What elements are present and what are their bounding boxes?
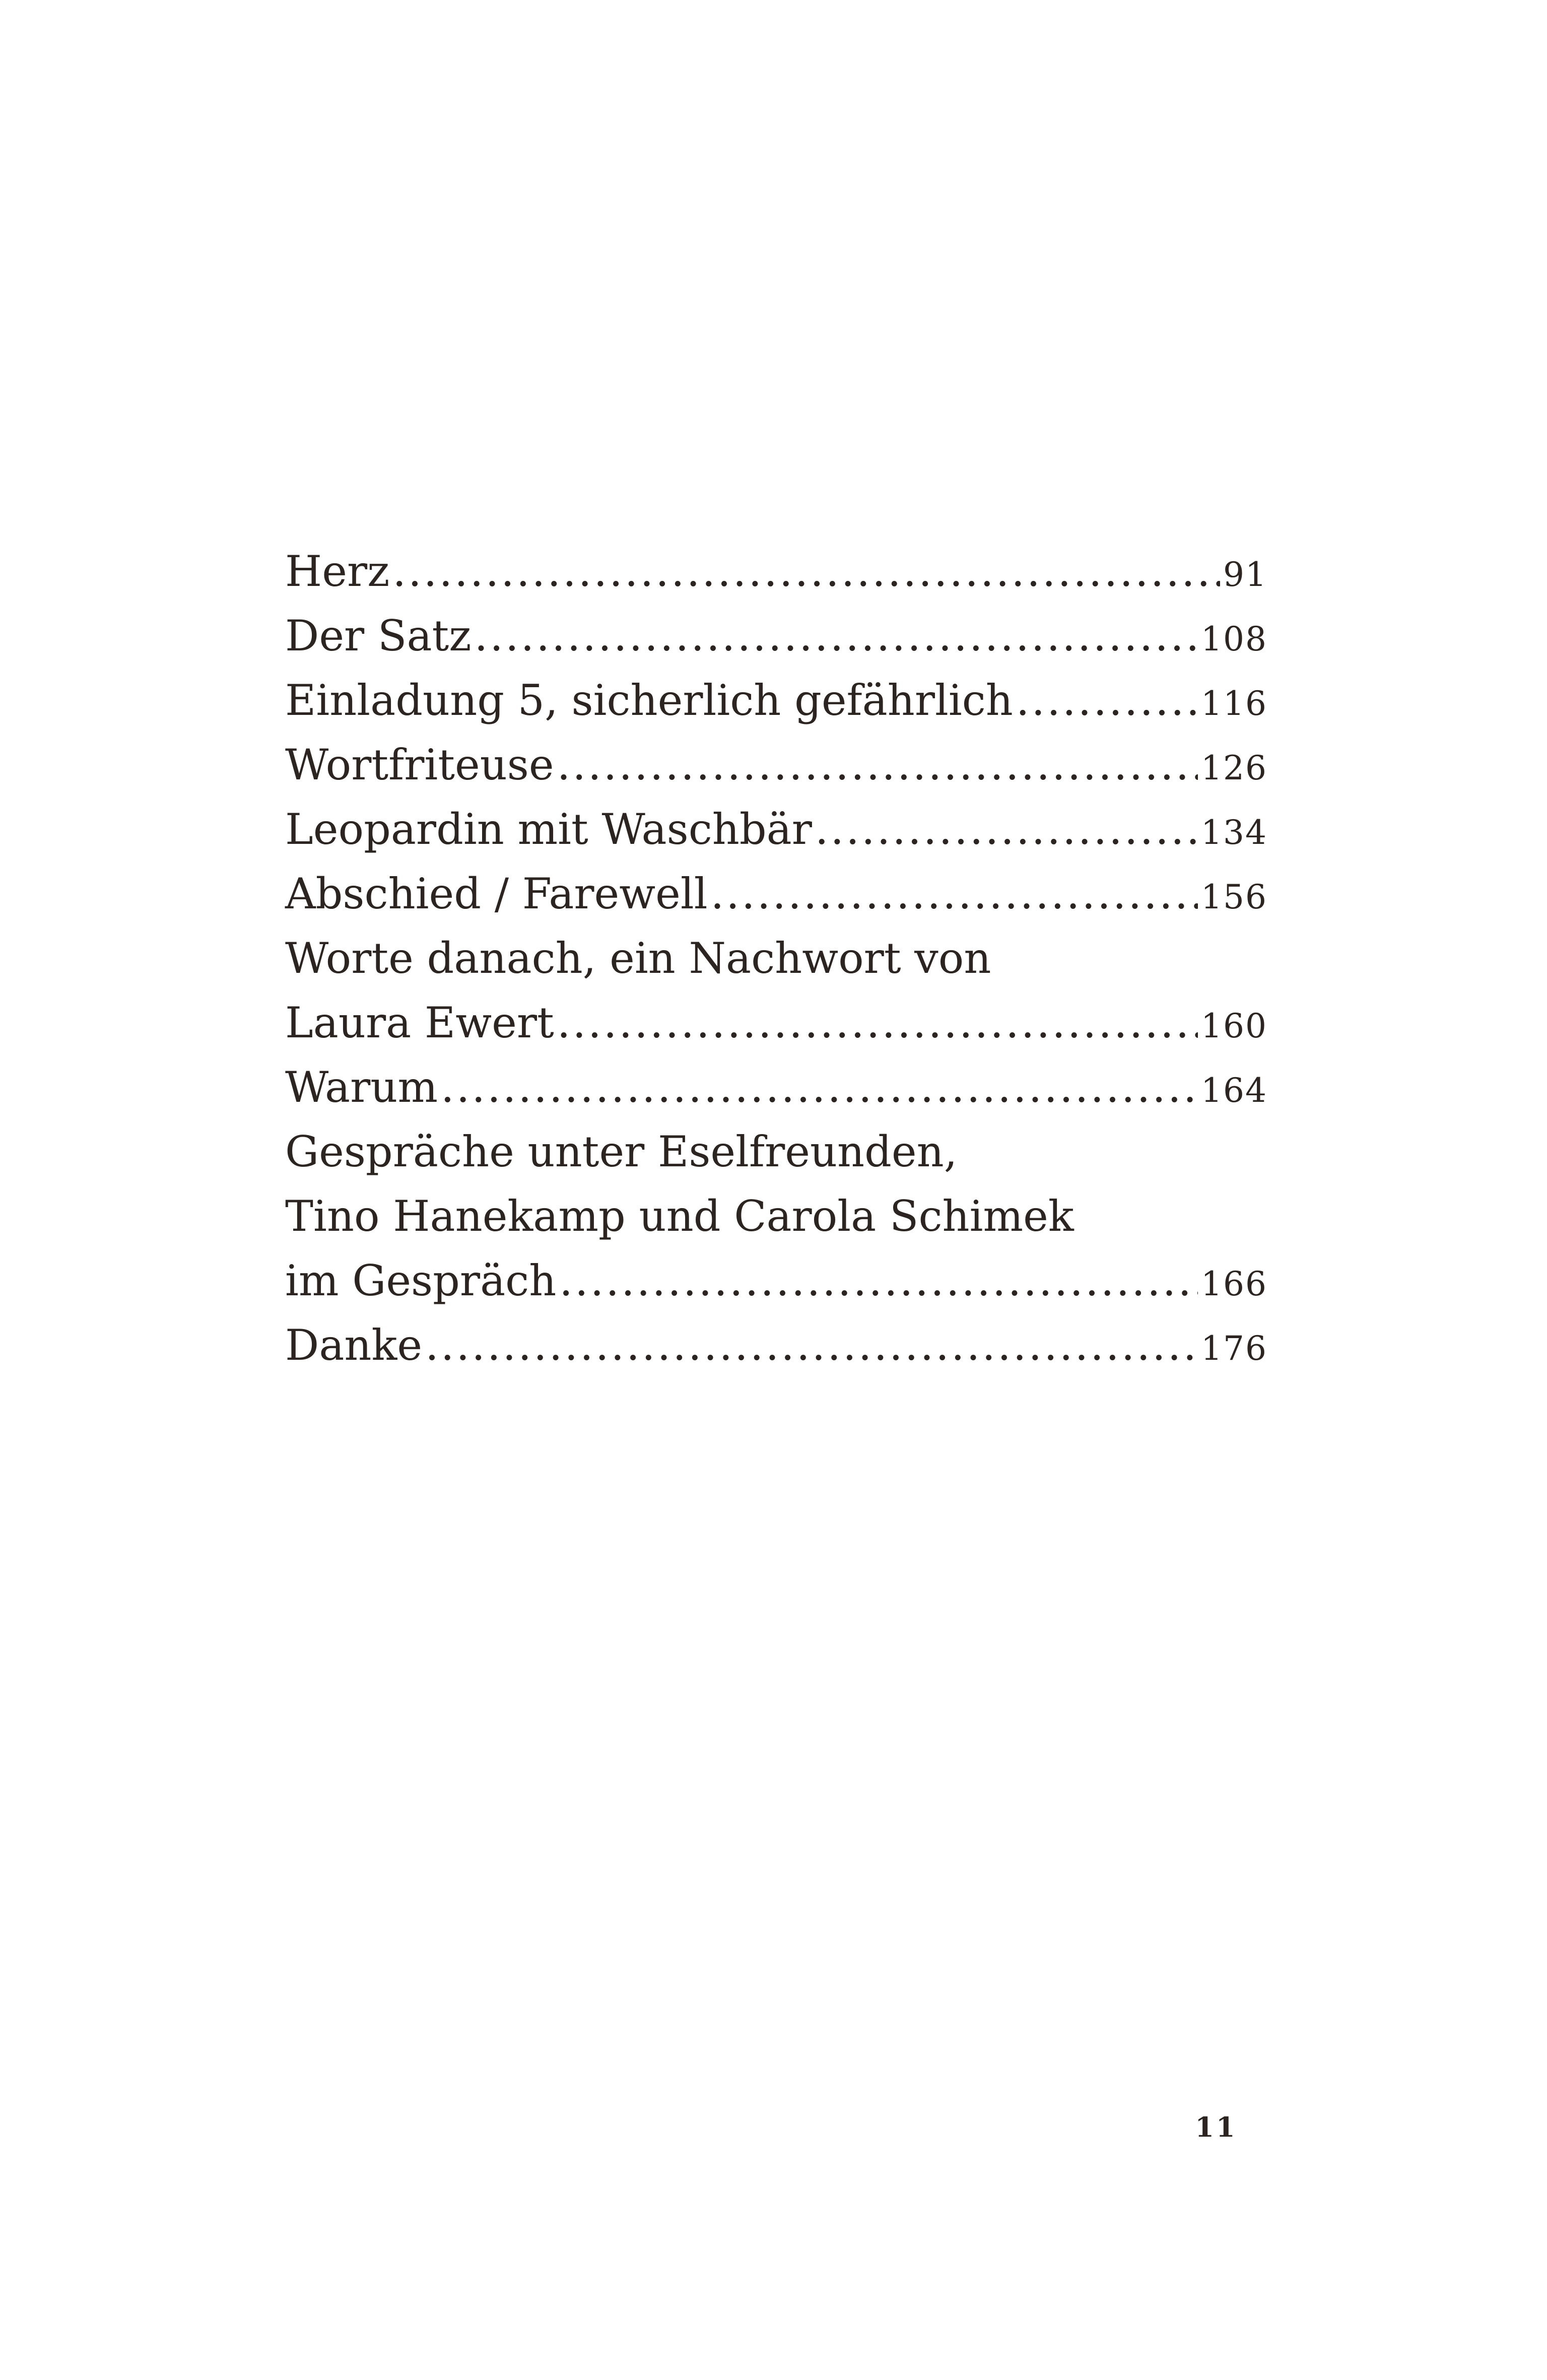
- toc-entry-title: Worte danach, ein Nachwort von: [285, 934, 991, 983]
- toc-entry-title: Warum: [285, 1063, 438, 1112]
- toc-entry: [285, 604, 1267, 668]
- toc-entry-page: 116: [1201, 684, 1267, 723]
- toc-entry: [285, 862, 1267, 926]
- toc-entry-line: [285, 926, 1267, 990]
- toc-entry-page: 166: [1201, 1265, 1267, 1303]
- table-of-contents: [285, 539, 1267, 1377]
- toc-entry: [285, 797, 1267, 862]
- toc-dot-leader: [425, 1313, 1198, 1377]
- toc-entry-title: Herz: [285, 547, 390, 596]
- toc-entry: [285, 733, 1267, 797]
- toc-entry-page: 164: [1201, 1071, 1267, 1110]
- toc-entry: [285, 1313, 1267, 1377]
- toc-entry: [285, 668, 1267, 733]
- toc-entry: [285, 1248, 1267, 1313]
- toc-dot-leader: [392, 539, 1220, 604]
- toc-entry-title: Wortfriteuse: [285, 740, 554, 789]
- toc-entry-title: Danke: [285, 1320, 423, 1370]
- toc-entry-page: 134: [1201, 813, 1267, 852]
- toc-entry-title: Laura Ewert: [285, 998, 554, 1047]
- toc-dot-leader: [557, 733, 1198, 797]
- toc-entry-title: Tino Hanekamp und Carola Schimek: [285, 1192, 1074, 1241]
- toc-entry-page: 108: [1201, 620, 1267, 658]
- toc-entry: [285, 539, 1267, 604]
- toc-entry-title: Der Satz: [285, 611, 472, 660]
- toc-dot-leader: [557, 990, 1198, 1055]
- toc-dot-leader: [815, 797, 1198, 862]
- toc-entry-line: [285, 1184, 1267, 1248]
- toc-dot-leader: [1016, 668, 1198, 733]
- toc-entry-title: im Gespräch: [285, 1256, 557, 1305]
- toc-entry-title: Abschied / Farewell: [285, 869, 708, 918]
- toc-entry-title: Einladung 5, sicherlich gefährlich: [285, 676, 1013, 725]
- toc-entry-page: 176: [1201, 1329, 1267, 1368]
- toc-dot-leader: [475, 604, 1198, 668]
- toc-entry-title: Gespräche unter Eselfreunden,: [285, 1127, 958, 1176]
- toc-entry-title: Leopardin mit Waschbär: [285, 805, 812, 854]
- page-number: 11: [1195, 2111, 1237, 2143]
- toc-dot-leader: [711, 862, 1198, 926]
- toc-entry: [285, 1055, 1267, 1119]
- toc-dot-leader: [559, 1248, 1198, 1313]
- toc-entry: [285, 990, 1267, 1055]
- toc-entry-page: 160: [1201, 1007, 1267, 1045]
- toc-entry-page: 156: [1201, 878, 1267, 916]
- toc-entry-page: 91: [1223, 555, 1267, 594]
- toc-entry-line: [285, 1119, 1267, 1184]
- toc-dot-leader: [441, 1055, 1198, 1119]
- toc-entry-page: 126: [1201, 749, 1267, 787]
